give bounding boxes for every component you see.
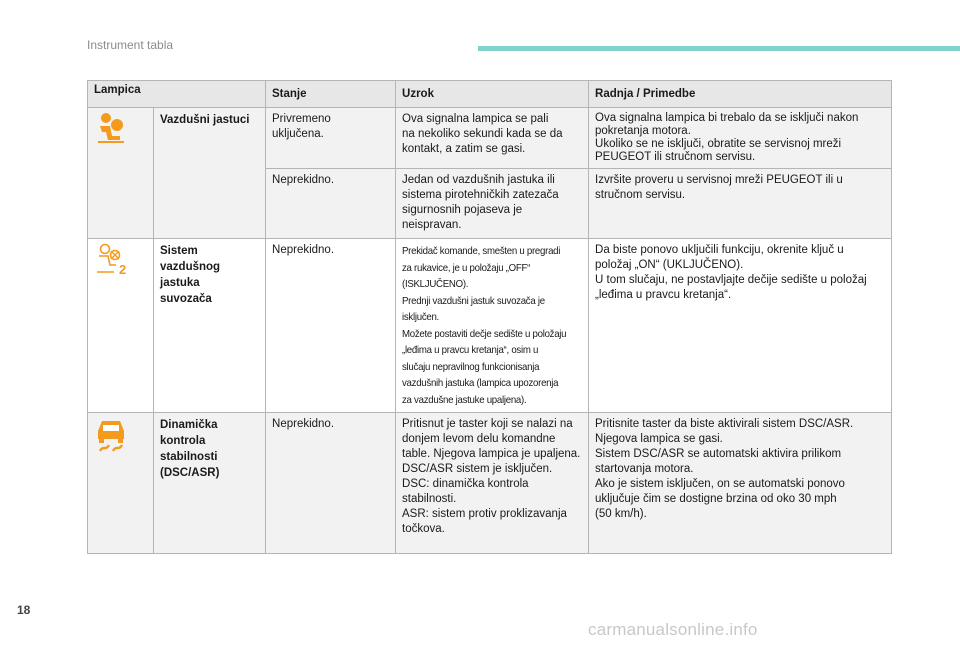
action-cell: Pritisnite taster da biste aktivirali sistem DSC/ASR. Njegova lampica se gasi. Sistem DSC/ASR se automatski aktivira prilikom startovanja motora. Ako je sistem isključen, on se automatski ponovo uključuje čim se dostigne brzina od oko 30 mph (50 km/h).: [589, 413, 892, 554]
column-header-cause: Uzrok: [396, 81, 589, 108]
warning-lamps-table: [87, 80, 892, 554]
action-cell: Da biste ponovo uključili funkciju, okrenite ključ u položaj „ON“ (UKLJUČENO). U tom slučaju, ne postavljajte dečije sedište u položaj „leđima u pravcu kretanja“.: [589, 239, 892, 413]
passenger-airbag-off-icon: [94, 243, 130, 277]
cause-cell: Jedan od vazdušnih jastuka ili sistema pirotehničkih zatezača sigurnosnih pojaseva je neispravan.: [396, 169, 589, 239]
cause-text: [402, 243, 586, 408]
airbag-icon: [94, 112, 128, 146]
cause-cell: Pritisnut je taster koji se nalazi na donjem levom delu komandne table. Njegova lampica je upaljena. DSC/ASR sistem je isključen. DSC: dinamička kontrola stabilnosti. ASR: sistem protiv proklizavanja točkova.: [396, 413, 589, 554]
column-header-state: Stanje: [266, 81, 396, 108]
table-row: [88, 108, 892, 169]
passenger-airbag-icon-cell: [88, 239, 154, 413]
state-cell: Privremeno uključena.: [266, 108, 396, 169]
accent-bar: [478, 46, 960, 51]
cause-line: Prednji vazdušni jastuk suvozača je: [402, 294, 545, 307]
action-cell: Izvršite proveru u servisnoj mreži PEUGEOT ili u stručnom servisu.: [589, 169, 892, 239]
cause-line: Možete postaviti dečje sedište u položaju: [402, 327, 567, 340]
cause-line: (ISKLJUČENO).: [402, 278, 469, 290]
action-cell: Ova signalna lampica bi trebalo da se isključi nakon pokretanja motora. Ukoliko se ne isključi, obratite se servisnoj mreži PEUGEOT ili stručnom servisu.: [589, 108, 892, 169]
cause-cell: [396, 239, 589, 413]
state-cell: Neprekidno.: [266, 413, 396, 554]
cause-line: Prekidač komande, smešten u pregradi: [402, 245, 561, 257]
column-header-action: Radnja / Primedbe: [589, 81, 892, 108]
state-cell: Neprekidno.: [266, 239, 396, 413]
cause-line: „leđima u pravcu kretanja“, osim u: [402, 344, 539, 356]
cause-line: slučaju nepravilnog funkcionisanja: [402, 360, 540, 373]
lamp-name: Sistem vazdušnog jastuka suvozača: [154, 239, 266, 413]
column-header-lamp: Lampica: [88, 81, 266, 108]
lamp-name: Dinamička kontrola stabilnosti (DSC/ASR): [154, 413, 266, 554]
state-cell: Neprekidno.: [266, 169, 396, 239]
dsc-icon-cell: [88, 413, 154, 554]
svg-text:2: 2: [119, 262, 127, 277]
lamp-name: Vazdušni jastuci: [154, 108, 266, 239]
cause-cell: Ova signalna lampica se pali na nekoliko sekundi kada se da kontakt, a zatim se gasi.: [396, 108, 589, 169]
page-number: 18: [17, 603, 31, 617]
cause-line: isključen.: [402, 311, 439, 323]
table-row: [88, 413, 892, 554]
section-title: Instrument tabla: [87, 38, 174, 52]
airbag-icon-cell: [88, 108, 154, 239]
cause-line: za vazdušne jastuke upaljena).: [402, 393, 527, 406]
cause-line: za rukavice, je u položaju „OFF“: [402, 261, 531, 274]
watermark: carmanualsonline.info: [588, 620, 758, 639]
cause-line: vazdušnih jastuka (lampica upozorenja: [402, 377, 559, 389]
table-header-row: [88, 81, 892, 108]
dsc-asr-icon: [94, 417, 128, 453]
table-row: [88, 239, 892, 413]
